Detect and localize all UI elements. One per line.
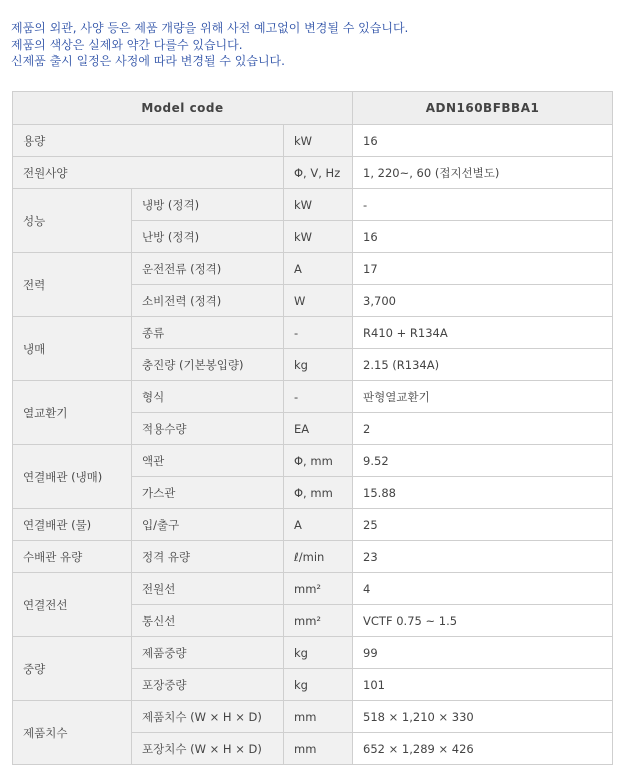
unit-cell: mm	[284, 701, 353, 733]
value-cell: 23	[353, 541, 613, 573]
value-cell: 1, 220~, 60 (접지선별도)	[353, 157, 613, 189]
subcategory-cell: 입/출구	[132, 509, 284, 541]
table-row	[13, 189, 613, 221]
value-cell: 101	[353, 669, 613, 701]
category-cell: 용량	[13, 125, 284, 157]
subcategory-cell: 가스관	[132, 477, 284, 509]
notice-block	[11, 20, 408, 70]
table-row	[13, 637, 613, 669]
category-cell: 냉매	[13, 317, 132, 381]
table-row	[13, 541, 613, 573]
subcategory-cell: 형식	[132, 381, 284, 413]
unit-cell: ℓ/min	[284, 541, 353, 573]
subcategory-cell: 적용수량	[132, 413, 284, 445]
unit-cell: kW	[284, 125, 353, 157]
table-row	[13, 445, 613, 477]
unit-cell: kg	[284, 637, 353, 669]
category-cell: 연결배관 (냉매)	[13, 445, 132, 509]
category-cell: 연결전선	[13, 573, 132, 637]
subcategory-cell: 정격 유량	[132, 541, 284, 573]
table-row	[13, 701, 613, 733]
table-row	[13, 573, 613, 605]
subcategory-cell: 냉방 (정격)	[132, 189, 284, 221]
subcategory-cell: 종류	[132, 317, 284, 349]
value-cell: 518 × 1,210 × 330	[353, 701, 613, 733]
subcategory-cell: 제품중량	[132, 637, 284, 669]
subcategory-cell: 포장중량	[132, 669, 284, 701]
value-cell: 16	[353, 125, 613, 157]
subcategory-cell: 포장치수 (W × H × D)	[132, 733, 284, 765]
value-cell: 17	[353, 253, 613, 285]
value-cell: 2.15 (R134A)	[353, 349, 613, 381]
unit-cell: W	[284, 285, 353, 317]
subcategory-cell: 통신선	[132, 605, 284, 637]
unit-cell: kW	[284, 221, 353, 253]
table-row	[13, 157, 613, 189]
value-cell: 16	[353, 221, 613, 253]
table-row	[13, 509, 613, 541]
value-cell: VCTF 0.75 ~ 1.5	[353, 605, 613, 637]
category-cell: 성능	[13, 189, 132, 253]
notice-line: 제품의 외관, 사양 등은 제품 개량을 위해 사전 예고없이 변경될 수 있습니다.	[11, 21, 409, 35]
unit-cell: kg	[284, 349, 353, 381]
value-cell: 15.88	[353, 477, 613, 509]
unit-cell: mm²	[284, 573, 353, 605]
table-header-row	[13, 92, 613, 125]
unit-cell: mm	[284, 733, 353, 765]
unit-cell: Φ, mm	[284, 445, 353, 477]
spec-table	[12, 91, 613, 765]
value-cell: 2	[353, 413, 613, 445]
unit-cell: Φ, V, Hz	[284, 157, 353, 189]
notice-line: 신제품 출시 일정은 사정에 따라 변경될 수 있습니다.	[11, 54, 285, 68]
value-cell: 99	[353, 637, 613, 669]
value-cell: -	[353, 189, 613, 221]
value-cell: 652 × 1,289 × 426	[353, 733, 613, 765]
value-cell: 4	[353, 573, 613, 605]
subcategory-cell: 충진량 (기본봉입량)	[132, 349, 284, 381]
category-cell: 전력	[13, 253, 132, 317]
unit-cell: A	[284, 509, 353, 541]
subcategory-cell: 소비전력 (정격)	[132, 285, 284, 317]
category-cell: 수배관 유량	[13, 541, 132, 573]
subcategory-cell: 제품치수 (W × H × D)	[132, 701, 284, 733]
value-cell: 판형열교환기	[353, 381, 613, 413]
table-row	[13, 253, 613, 285]
unit-cell: A	[284, 253, 353, 285]
category-cell: 연결배관 (물)	[13, 509, 132, 541]
category-cell: 전원사양	[13, 157, 284, 189]
table-row	[13, 381, 613, 413]
subcategory-cell: 전원선	[132, 573, 284, 605]
unit-cell: Φ, mm	[284, 477, 353, 509]
notice-line: 제품의 색상은 실제와 약간 다를수 있습니다.	[11, 37, 243, 52]
subcategory-cell: 액관	[132, 445, 284, 477]
table-row	[13, 125, 613, 157]
category-cell: 제품치수	[13, 701, 132, 765]
unit-cell: kW	[284, 189, 353, 221]
subcategory-cell: 운전전류 (정격)	[132, 253, 284, 285]
unit-cell: kg	[284, 669, 353, 701]
value-cell: 3,700	[353, 285, 613, 317]
value-cell: 9.52	[353, 445, 613, 477]
unit-cell: mm²	[284, 605, 353, 637]
value-cell: 25	[353, 509, 613, 541]
subcategory-cell: 난방 (정격)	[132, 221, 284, 253]
unit-cell: -	[284, 317, 353, 349]
unit-cell: EA	[284, 413, 353, 445]
value-cell: R410 + R134A	[353, 317, 613, 349]
model-code-header: Model code	[13, 92, 353, 125]
category-cell: 열교환기	[13, 381, 132, 445]
category-cell: 중량	[13, 637, 132, 701]
unit-cell: -	[284, 381, 353, 413]
model-name-header: ADN160BFBBA1	[353, 92, 613, 125]
table-row	[13, 317, 613, 349]
